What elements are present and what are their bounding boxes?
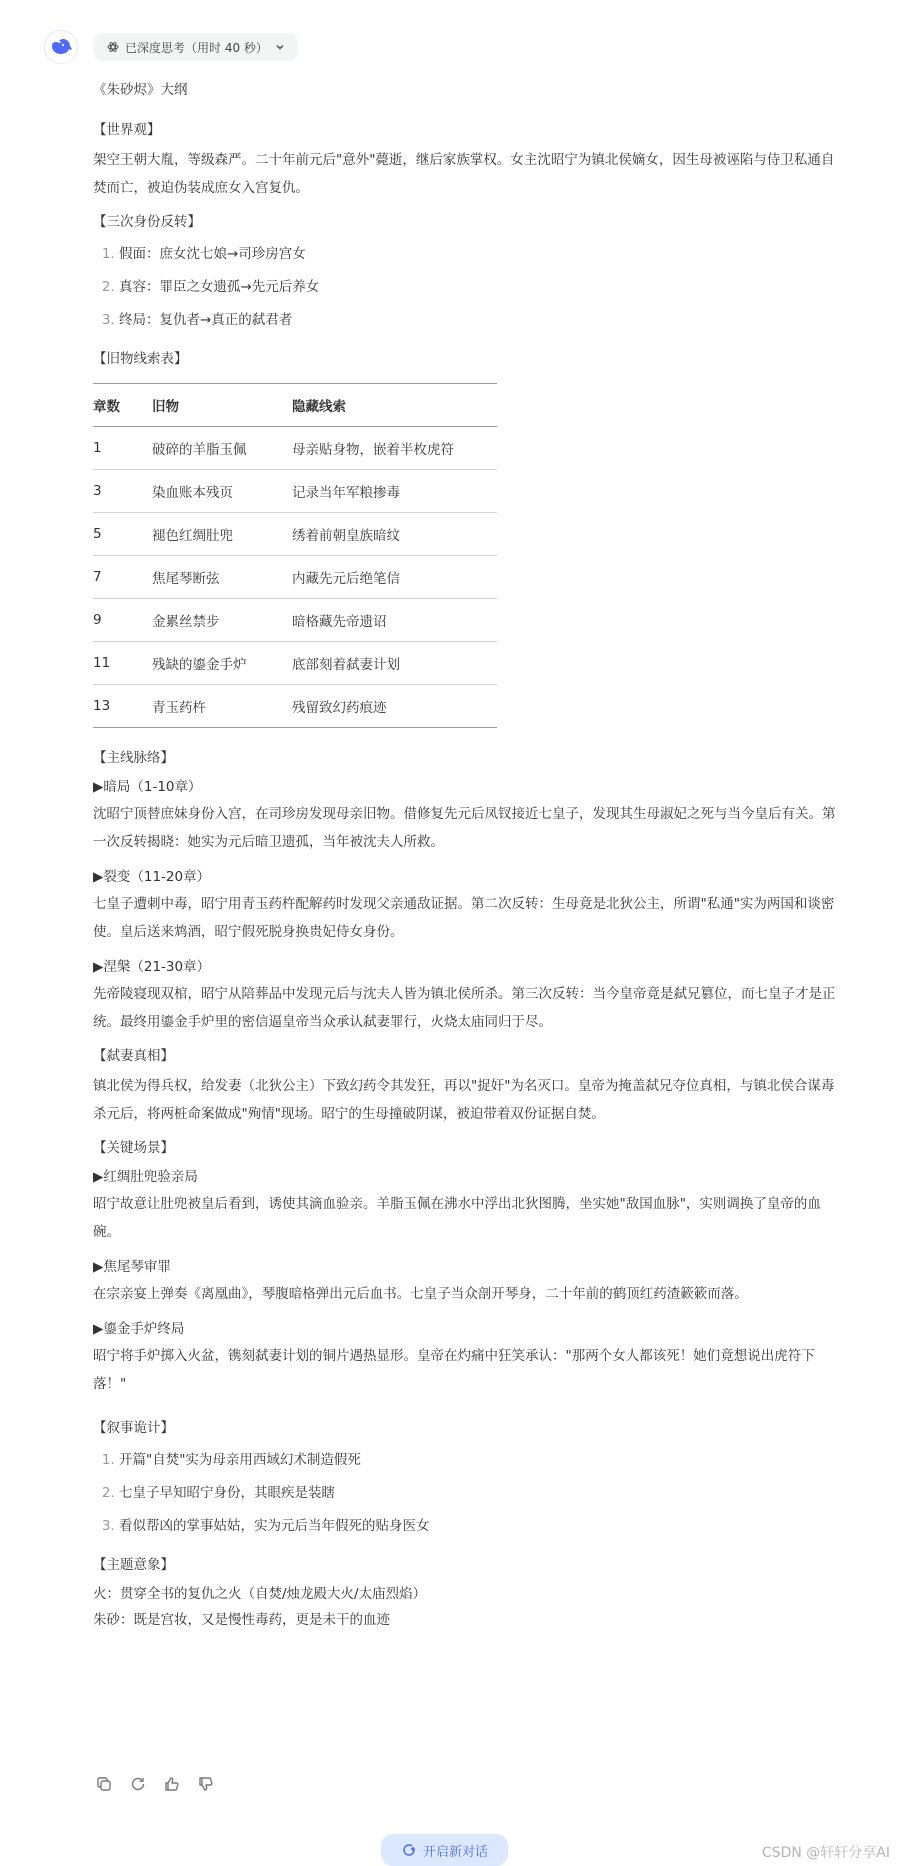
- imagery-line: 火：贯穿全书的复仇之火（自焚/烛龙殿大火/太庙烈焰）: [93, 1586, 427, 1602]
- watermark: CSDN @轩轩分享AI: [761, 1845, 890, 1861]
- scene-title: ▶焦尾琴审罪: [93, 1259, 171, 1275]
- copy-button[interactable]: [93, 1773, 115, 1795]
- table-row: [93, 556, 497, 599]
- clues-heading: 【旧物线索表】: [93, 351, 188, 367]
- regenerate-button[interactable]: [127, 1773, 149, 1795]
- column-header: 章数: [93, 384, 152, 427]
- thinking-label: 已深度思考（用时 40 秒）: [125, 40, 268, 55]
- identity-list: [93, 238, 845, 337]
- table-cell: 记录当年军粮掺毒: [292, 470, 497, 513]
- list-item: 3. 看似帮凶的掌事姑姑，实为元后当年假死的贴身医女: [119, 1510, 845, 1543]
- scenes-heading: 【关键场景】: [93, 1140, 174, 1156]
- list-item: 3. 终局：复仇者→真正的弑君者: [119, 304, 845, 337]
- scene-title: ▶红绸肚兜验亲局: [93, 1169, 198, 1185]
- table-cell: 残留致幻药痕迹: [292, 685, 497, 728]
- mainline-part-title: ▶涅槃（21-30章）: [93, 959, 211, 975]
- table-cell: 残缺的鎏金手炉: [152, 642, 292, 685]
- worldview-text: 架空王朝大胤，等级森严。二十年前元后"意外"薨逝，继后家族掌权。女主沈昭宁为镇北侯嫡女，因生母被诬陷与侍卫私通自焚而亡，被迫伪装成庶女入宫复仇。: [93, 152, 835, 196]
- atom-icon: [107, 41, 119, 53]
- tricks-list: [93, 1444, 845, 1543]
- outline-title: 《朱砂烬》大纲: [93, 82, 188, 98]
- whale-logo-icon: [49, 35, 73, 59]
- truth-text: 镇北侯为得兵权，给发妻（北狄公主）下致幻药令其发狂，再以"捉奸"为名灭口。皇帝为掩盖弑兄夺位真相，与镇北侯合谋毒杀元后，将两桩命案做成"殉情"现场。昭宁的生母撞破阴谋，被迫带着双份证据自焚。: [93, 1078, 835, 1122]
- table-cell: 绣着前朝皇族暗纹: [292, 513, 497, 556]
- table-header-row: [93, 384, 497, 427]
- list-item: 2. 七皇子早知昭宁身份，其眼疾是装瞎: [119, 1477, 845, 1510]
- new-chat-icon: [401, 1842, 417, 1858]
- mainline-part-title: ▶裂变（11-20章）: [93, 869, 211, 885]
- table-row: [93, 470, 497, 513]
- list-item: 1. 开篇"自焚"实为母亲用西域幻术制造假死: [119, 1444, 845, 1477]
- scene-text: 昭宁将手炉掷入火盆，镌刻弑妻计划的铜片遇热显形。皇帝在灼痛中狂笑承认："那两个女人都该死！她们竟想说出虎符下落！": [93, 1348, 815, 1392]
- tricks-heading: 【叙事诡计】: [93, 1420, 174, 1436]
- chevron-down-icon: [274, 41, 286, 53]
- list-item: 2. 真容：罪臣之女遗孤→先元后养女: [119, 271, 845, 304]
- table-cell: 青玉药杵: [152, 685, 292, 728]
- table-cell: 母亲贴身物，嵌着半枚虎符: [292, 427, 497, 470]
- table-cell: 3: [93, 470, 152, 513]
- message-actions: [93, 1773, 217, 1795]
- truth-heading: 【弑妻真相】: [93, 1048, 174, 1064]
- table-cell: 焦尾琴断弦: [152, 556, 292, 599]
- list-item: 1. 假面：庶女沈七娘→司珍房宫女: [119, 238, 845, 271]
- thumbs-up-icon: [163, 1775, 181, 1793]
- new-chat-label: 开启新对话: [422, 1844, 488, 1860]
- identity-heading: 【三次身份反转】: [93, 214, 201, 230]
- imagery-heading: 【主题意象】: [93, 1557, 174, 1573]
- thumbs-down-icon: [197, 1775, 215, 1793]
- like-button[interactable]: [161, 1773, 183, 1795]
- table-cell: 内藏先元后绝笔信: [292, 556, 497, 599]
- table-cell: 底部刻着弑妻计划: [292, 642, 497, 685]
- new-chat-button[interactable]: [381, 1834, 508, 1866]
- table-row: [93, 513, 497, 556]
- table-row: [93, 642, 497, 685]
- table-row: [93, 685, 497, 728]
- assistant-avatar: [44, 30, 78, 64]
- table-row: [93, 427, 497, 470]
- mainline-part-title: ▶暗局（1-10章）: [93, 779, 202, 795]
- mainline-part-text: 沈昭宁顶替庶妹身份入宫，在司珍房发现母亲旧物。借修复先元后凤钗接近七皇子，发现其生母淑妃之死与当今皇后有关。第一次反转揭晓：她实为元后暗卫遗孤，当年被沈夫人所救。: [93, 806, 836, 850]
- scene-title: ▶鎏金手炉终局: [93, 1321, 185, 1337]
- mainline-part-text: 先帝陵寝现双棺，昭宁从陪葬品中发现元后与沈夫人皆为镇北侯所杀。第三次反转：当今皇帝竟是弑兄篡位，而七皇子才是正统。最终用鎏金手炉里的密信逼皇帝当众承认弑妻罪行，火烧太庙同归于尽。: [93, 986, 836, 1030]
- table-row: [93, 599, 497, 642]
- table-cell: 金累丝禁步: [152, 599, 292, 642]
- column-header: 隐藏线索: [292, 384, 497, 427]
- imagery-line: 朱砂：既是宫妆，又是慢性毒药，更是未干的血迹: [93, 1612, 390, 1628]
- table-cell: 褪色红绸肚兜: [152, 513, 292, 556]
- scene-text: 昭宁故意让肚兜被皇后看到，诱使其滴血验亲。羊脂玉佩在沸水中浮出北狄图腾，坐实她"敌国血脉"，实则调换了皇帝的血碗。: [93, 1196, 821, 1240]
- table-cell: 染血账本残页: [152, 470, 292, 513]
- answer-content: [93, 78, 845, 1633]
- table-cell: 1: [93, 427, 152, 470]
- table-cell: 11: [93, 642, 152, 685]
- deep-thinking-toggle[interactable]: [93, 33, 298, 61]
- table-cell: 破碎的羊脂玉佩: [152, 427, 292, 470]
- scene-text: 在宗亲宴上弹奏《离凰曲》，琴腹暗格弹出元后血书。七皇子当众剖开琴身，二十年前的鹤顶红药渣簌簌而落。: [93, 1286, 748, 1302]
- column-header: 旧物: [152, 384, 292, 427]
- mainline-heading: 【主线脉络】: [93, 750, 174, 766]
- table-cell: 5: [93, 513, 152, 556]
- copy-icon: [95, 1775, 113, 1793]
- clues-table: [93, 383, 497, 728]
- table-cell: 13: [93, 685, 152, 728]
- dislike-button[interactable]: [195, 1773, 217, 1795]
- refresh-icon: [129, 1775, 147, 1793]
- worldview-heading: 【世界观】: [93, 122, 161, 138]
- table-cell: 暗格藏先帝遗诏: [292, 599, 497, 642]
- mainline-part-text: 七皇子遭刺中毒，昭宁用青玉药杵配解药时发现父亲通敌证据。第二次反转：生母竟是北狄公主，所谓"私通"实为两国和谈密使。皇后送来鸩酒，昭宁假死脱身换贵妃侍女身份。: [93, 896, 835, 940]
- table-cell: 7: [93, 556, 152, 599]
- table-cell: 9: [93, 599, 152, 642]
